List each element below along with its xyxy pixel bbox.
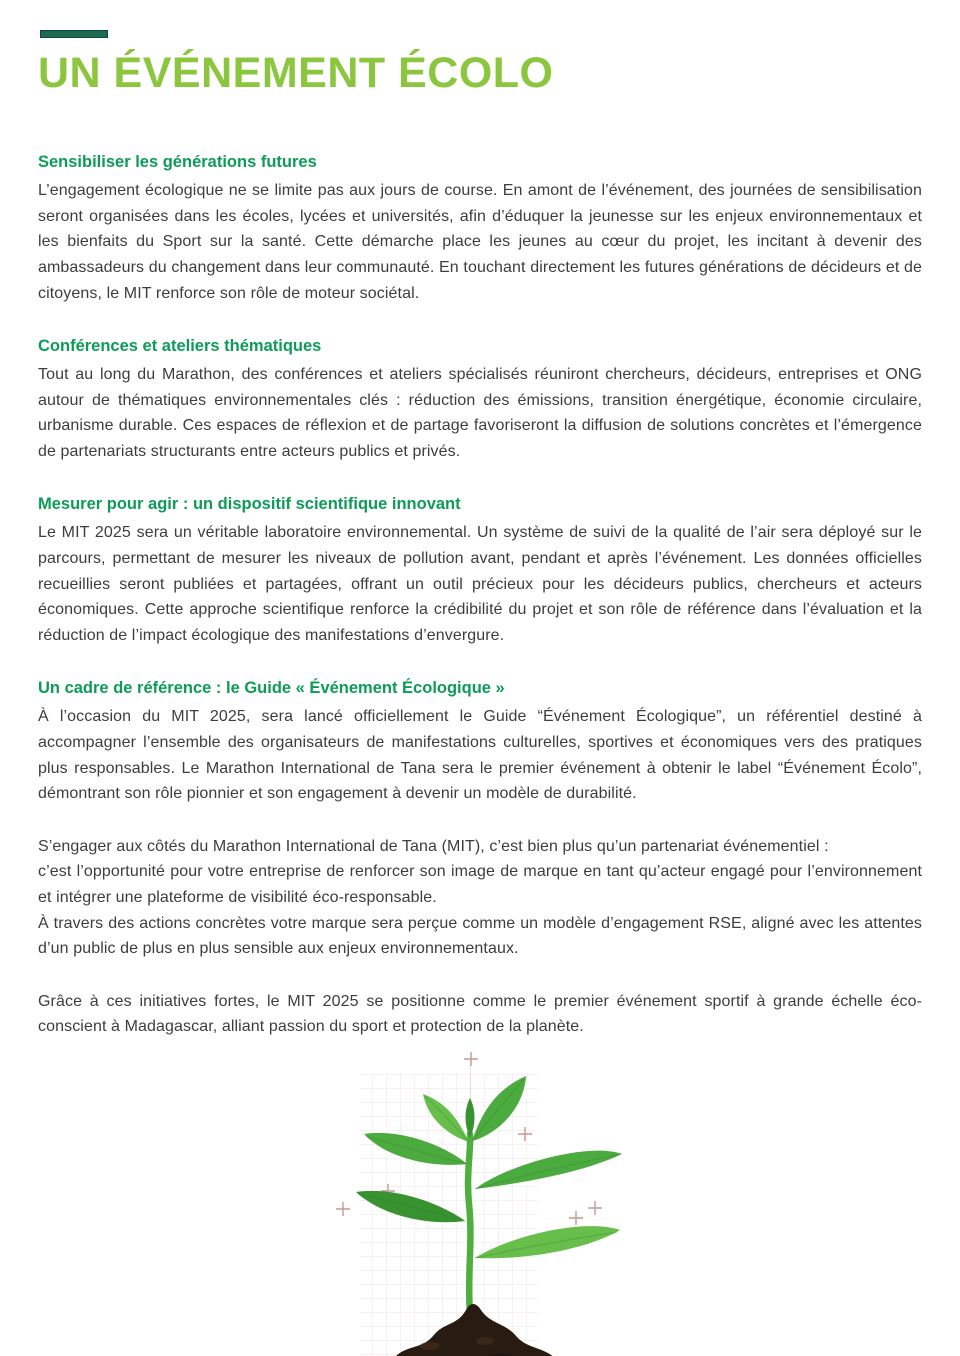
seedling-illustration-figure	[260, 1046, 700, 1356]
accent-bar	[40, 30, 108, 38]
page-title: UN ÉVÉNEMENT ÉCOLO	[38, 49, 554, 97]
closing-final-paragraph: Grâce à ces initiatives fortes, le MIT 2025 se positionne comme le premier événement sportif à grande échelle éco-conscient à Madagascar, alliant passion du sport et protection de la planète.	[38, 992, 922, 1036]
section-paragraph-mesurer: Le MIT 2025 sera un véritable laboratoire environnemental. Un système de suivi de la qualité de l’air sera déployé sur le parcours, permettant de mesurer les niveaux de pollution avant, pendant et après l’événement. Les données officielles recueillies seront publiées et partagées, offrant un outil précieux pour les décideurs publics, chercheurs et acteurs économiques. Cette approche scientifique renforce la crédibilité du projet et son rôle de référence dans l’évaluation et la réduction de l’impact écologique des manifestations d’envergure.	[38, 524, 922, 644]
section-paragraph-sensibiliser: L’engagement écologique ne se limite pas aux jours de course. En amont de l’événement, des journées de sensibilisation seront organisées dans les écoles, lycées et universités, afin d’éduquer la jeunesse sur les enjeux environnementaux et les bienfaits du Sport sur la santé. Cette démarche place les jeunes au cœur du projet, les incitant à devenir des ambassadeurs du changement dans leur communauté. En touchant directement les futures générations de décideurs et de citoyens, le MIT renforce son rôle de moteur sociétal.	[38, 182, 922, 302]
page-content	[38, 152, 922, 1040]
closing-line-1: S’engager aux côtés du Marathon International de Tana (MIT), c’est bien plus qu’un partenariat événementiel :	[38, 837, 829, 855]
section-cadre-reference	[38, 678, 922, 806]
closing-block-engagement	[38, 834, 922, 962]
closing-line-3: À travers des actions concrètes votre marque sera perçue comme un modèle d’engagement RSE, aligné avec les attentes d’un public de plus en plus sensible aux enjeux environnementaux.	[38, 914, 922, 958]
section-conferences	[38, 336, 922, 464]
seedling-illustration	[260, 1046, 700, 1356]
section-sensibiliser	[38, 152, 922, 306]
section-paragraph-conferences: Tout au long du Marathon, des conférences et ateliers spécialisés réuniront chercheurs, décideurs, entreprises et ONG autour de thématiques environnementales clés : réduction des émissions, transition énergétique, économie circulaire, urbanisme durable. Ces espaces de réflexion et de partage favoriseront la diffusion de solutions concrètes et l’émergence de partenariats structurants entre acteurs publics et privés.	[38, 366, 922, 460]
section-heading-conferences: Conférences et ateliers thématiques	[38, 337, 322, 356]
brochure-page	[0, 30, 960, 1356]
section-heading-sensibiliser: Sensibiliser les générations futures	[38, 153, 317, 172]
section-heading-cadre-reference: Un cadre de référence : le Guide « Événement Écologique »	[38, 679, 505, 698]
closing-block-final	[38, 989, 922, 1040]
section-mesurer	[38, 494, 922, 648]
section-paragraph-cadre-reference: À l’occasion du MIT 2025, sera lancé officiellement le Guide “Événement Écologique”, un référentiel destiné à accompagner l’ensemble des organisateurs de manifestations culturelles, sportives et économiques vers des pratiques plus responsables. Le Marathon International de Tana sera le premier événement à obtenir le label “Événement Écolo”, démontrant son rôle pionnier et son engagement à devenir un modèle de durabilité.	[38, 708, 922, 803]
plant-stem	[468, 1134, 470, 1314]
section-heading-mesurer: Mesurer pour agir : un dispositif scientifique innovant	[38, 495, 461, 514]
closing-line-2: c’est l’opportunité pour votre entreprise de renforcer son image de marque en tant qu’acteur engagé pour l’environnement et intégrer une plateforme de visibilité éco-responsable.	[38, 863, 922, 907]
